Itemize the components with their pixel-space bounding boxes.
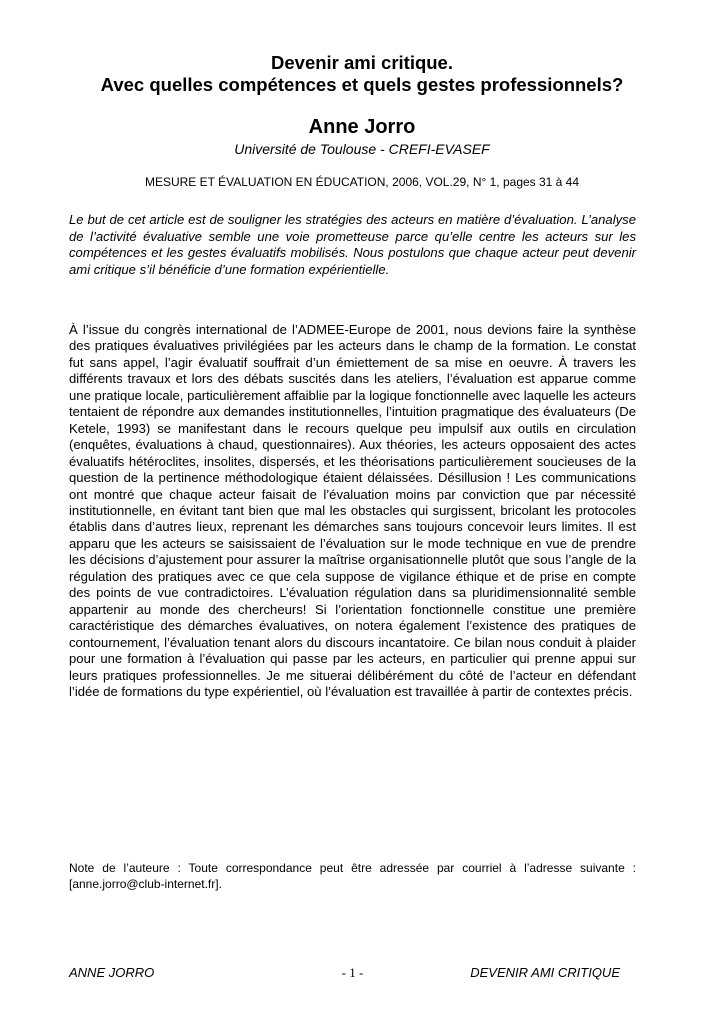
page-number: - 1 -	[341, 965, 364, 980]
footer-title: DEVENIR AMI CRITIQUE	[470, 965, 620, 980]
title-line-2: Avec quelles compétences et quels gestes professionnels?	[100, 74, 624, 95]
body-paragraph: À l’issue du congrès international de l’ADMEE-Europe de 2001, nous devions faire la synthèse des pratiques évaluatives privilégiées par les acteurs dans le champ de la formation. Le constat fut sans appel, l’agir évaluatif souffrait d’un émiettement de sa mise en oeuvre. À travers les différents travaux et lors des débats suscités dans les ateliers, l’évaluation est apparue comme une pratique locale, particulièrement affaiblie par la logique fonctionnelle avec laquelle les acteurs tentaient de répondre aux demandes institutionnelles, l’intuition pragmatique des évaluateurs (De Ketele, 1993) se manifestant dans le recours quelque peu impulsif aux outils en circulation (enquêtes, évaluations à chaud, questionnaires). Aux théories, les acteurs opposaient des actes évaluatifs hétéroclites, insolites, dispersés, et les théorisations particulièrement soucieuses de la question de la pertinence méthodologique étaient délaissées. Désillusion ! Les communications ont montré que chaque acteur faisait de l’évaluation moins par conviction que par nécessité institutionnelle, en évitant tant bien que mal les obstacles qui surgissent, bricolant les protocoles établis dans d’autres lieux, reprenant les démarches sans toujours concevoir leurs limites. Il est apparu que les acteurs se saisissaient de l’évaluation sur le mode technique en vue de prendre les décisions d’ajustement pour assurer la maîtrise organisationnelle plutôt que sous l’angle de la régulation des pratiques avec ce que cela suppose de vigilance éthique et de prise en compte des points de vue contradictoires. L’évaluation régulation dans sa pluridimensionnalité semble appartenir au monde des chercheurs! Si l’orientation fonctionnelle constitue une première caractéristique des démarches évaluatives, on notera également l’existence des pratiques de contournement, l’évaluation tenant alors du discours incantatoire. Ce bilan nous conduit à plaider pour une formation à l’évaluation qui passe par les acteurs, en particulier qui prenne appui sur leurs pratiques professionnelles. Je me situerai délibérément du côté de l’acteur en défendant l’idée de formations du type expérientiel, où l’évaluation est travaillée à partir de contextes précis.	[69, 322, 636, 699]
title-line-1: Devenir ami critique.	[271, 52, 453, 73]
article-title	[40, 52, 684, 96]
journal-reference: MESURE ET ÉVALUATION EN ÉDUCATION, 2006, VOL.29, N° 1, pages 31 à 44	[144, 175, 580, 189]
footer-author: ANNE JORRO	[69, 965, 155, 980]
author-affiliation: Université de Toulouse - CREFI-EVASEF	[234, 141, 490, 157]
page-footer	[69, 964, 636, 982]
author-name: Anne Jorro	[308, 116, 416, 138]
author-note: Note de l’auteure : Toute correspondance peut être adressée par courriel à l’adresse suivante : [anne.jorro@club-internet.fr].	[69, 861, 636, 891]
abstract: Le but de cet article est de souligner les stratégies des acteurs en matière d’évaluation. L’analyse de l’activité évaluative semble une voie prometteuse parce qu’elle centre les acteurs sur les compétences et les gestes évaluatifs mobilisés. Nous postulons que chaque acteur peut devenir ami critique s’il bénéficie d’une formation expérientielle.	[69, 212, 636, 277]
